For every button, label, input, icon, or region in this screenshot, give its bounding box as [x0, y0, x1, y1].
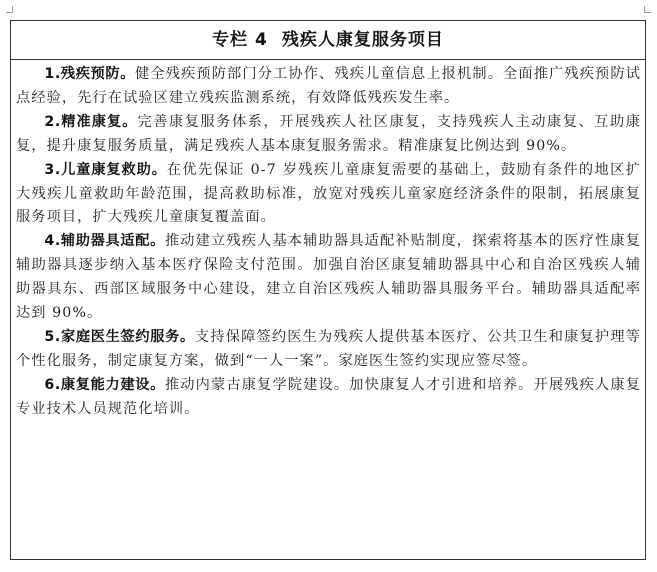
item-text: 推动建立残疾人基本辅助器具适配补贴制度，探索将基本的医疗性康复辅助器具逐步纳入基本医疗保险支付范围。加强自治区康复辅助器具中心和自治区残疾人辅助器具东、西部区域服务中心建设，建立自治区残疾人辅助器具服务平台。辅助器具适配率达到 90%。 [16, 233, 641, 322]
column-box [10, 20, 646, 560]
item-text: 支持保障签约医生为残疾人提供基本医疗、公共卫生和康复护理等个性化服务，制定康复方案，做到“一人一案”。家庭医生签约实现应签尽签。 [16, 328, 641, 369]
item-precise-rehabilitation [16, 111, 641, 159]
item-capacity-building [16, 374, 641, 422]
item-text: 在优先保证 0-7 岁残疾儿童康复需要的基础上，鼓励有条件的地区扩大残疾儿童救助年龄范围，提高救助标准，放宽对残疾儿童家庭经济条件的限制，拓展康复服务项目，扩大残疾儿童康复覆盖面。 [16, 161, 641, 226]
item-lead: 4.辅助器具适配。 [44, 233, 165, 250]
item-lead: 2.精准康复。 [44, 113, 138, 130]
box-title [11, 21, 645, 60]
item-child-rehabilitation-aid [16, 159, 641, 231]
item-lead: 6.康复能力建设。 [44, 376, 165, 393]
item-text: 推动内蒙古康复学院建设。加快康复人才引进和培养。开展残疾人康复专业技术人员规范化培训。 [16, 376, 641, 417]
box-label: 专栏 4 [212, 30, 268, 50]
item-text: 健全残疾预防部门分工协作、残疾儿童信息上报机制。全面推广残疾预防试点经验，先行在试验区建立残疾监测系统，有效降低残疾发生率。 [16, 66, 641, 106]
item-disability-prevention [16, 63, 641, 111]
item-lead: 3.儿童康复救助。 [44, 161, 167, 178]
box-title-text: 残疾人康复服务项目 [281, 30, 444, 50]
item-text: 完善康复服务体系，开展残疾人社区康复，支持残疾人主动康复、互助康复，提升康复服务质量，满足残疾人基本康复服务需求。精准康复比例达到 90%。 [16, 113, 641, 154]
item-family-doctor-service [16, 326, 641, 374]
crop-mark-right [644, 6, 651, 13]
item-assistive-devices [16, 230, 641, 326]
item-lead: 5.家庭医生签约服务。 [44, 328, 195, 345]
item-lead: 1.残疾预防。 [44, 66, 136, 82]
box-content [11, 60, 645, 422]
crop-mark-left [6, 6, 13, 13]
